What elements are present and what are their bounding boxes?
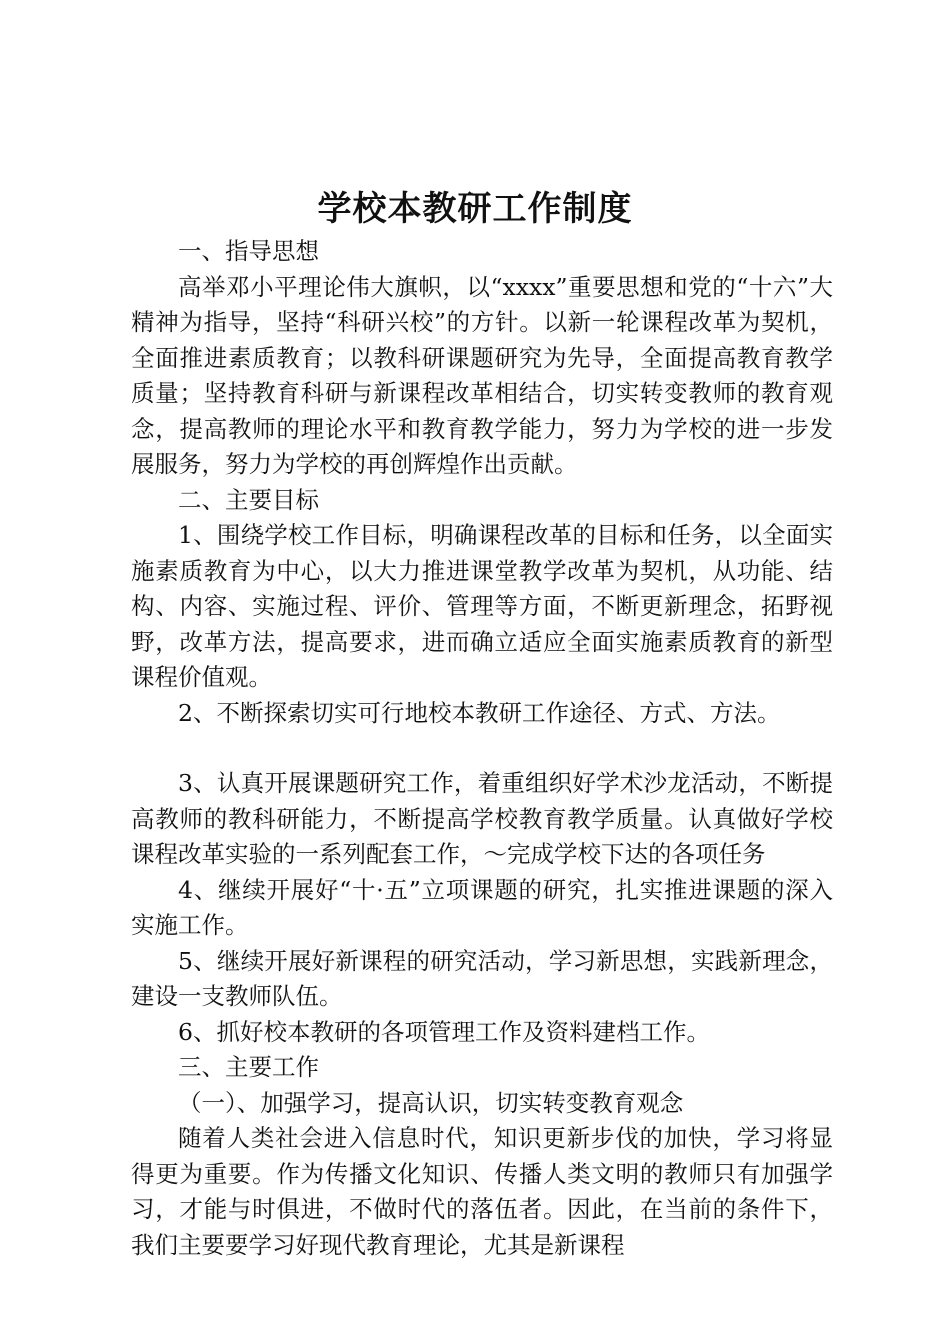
goal-item-1: 1、围绕学校工作目标，明确课程改革的目标和任务，以全面实施素质教育为中心，以大力推进课堂教学改革为契机，从功能、结构、内容、实施过程、评价、管理等方面，不断更新理念，拓野视野，改革方法，提高要求，进而确立适应全面实施素质教育的新型课程价值观。: [131, 521, 833, 691]
document-body: [131, 234, 833, 1263]
goal-item-2: 2、不断探索切实可行地校本教研工作途径、方式、方法。: [178, 698, 781, 727]
goal-item-6: 6、抓好校本教研的各项管理工作及资料建档工作。: [178, 1017, 710, 1046]
goal-item-4: 4、继续开展好“十·五”立项课题的研究，扎实推进课题的深入实施工作。: [131, 875, 833, 939]
paragraph-guiding-ideology: 高举邓小平理论伟大旗帜，以“xxxx”重要思想和党的“十六”大精神为指导，坚持“科研兴校”的方针。以新一轮课程改革为契机，全面推进素质教育；以教科研课题研究为先导，全面提高教育教学质量；坚持教育科研与新课程改革相结合，切实转变教师的教育观念，提高教师的理论水平和教育教学能力，努力为学校的进一步发展服务，努力为学校的再创辉煌作出贡献。: [131, 272, 833, 478]
section-heading-guiding-ideology: 一、指导思想: [178, 237, 319, 265]
goal-item-3: 3、认真开展课题研究工作，着重组织好学术沙龙活动，不断提高教师的教科研能力，不断提高学校教育教学质量。认真做好学校课程改革实验的一系列配套工作，～完成学校下达的各项任务: [131, 769, 833, 868]
section-heading-main-goals: 二、主要目标: [178, 485, 319, 514]
subsection-heading-learning: （一）、加强学习，提高认识，切实转变教育观念: [178, 1088, 684, 1117]
section-heading-main-work: 三、主要工作: [178, 1053, 319, 1081]
paragraph-learning: 随着人类社会进入信息时代，知识更新步伐的加快，学习将显得更为重要。作为传播文化知识、传播人类文明的教师只有加强学习，才能与时俱进，不做时代的落伍者。因此，在当前的条件下，我们主要要学习好现代教育理论，尤其是新课程: [131, 1124, 833, 1259]
goal-item-5: 5、继续开展好新课程的研究活动，学习新思想，实践新理念，建设一支教师队伍。: [131, 946, 833, 1010]
document-title: 学校本教研工作制度: [317, 189, 633, 229]
